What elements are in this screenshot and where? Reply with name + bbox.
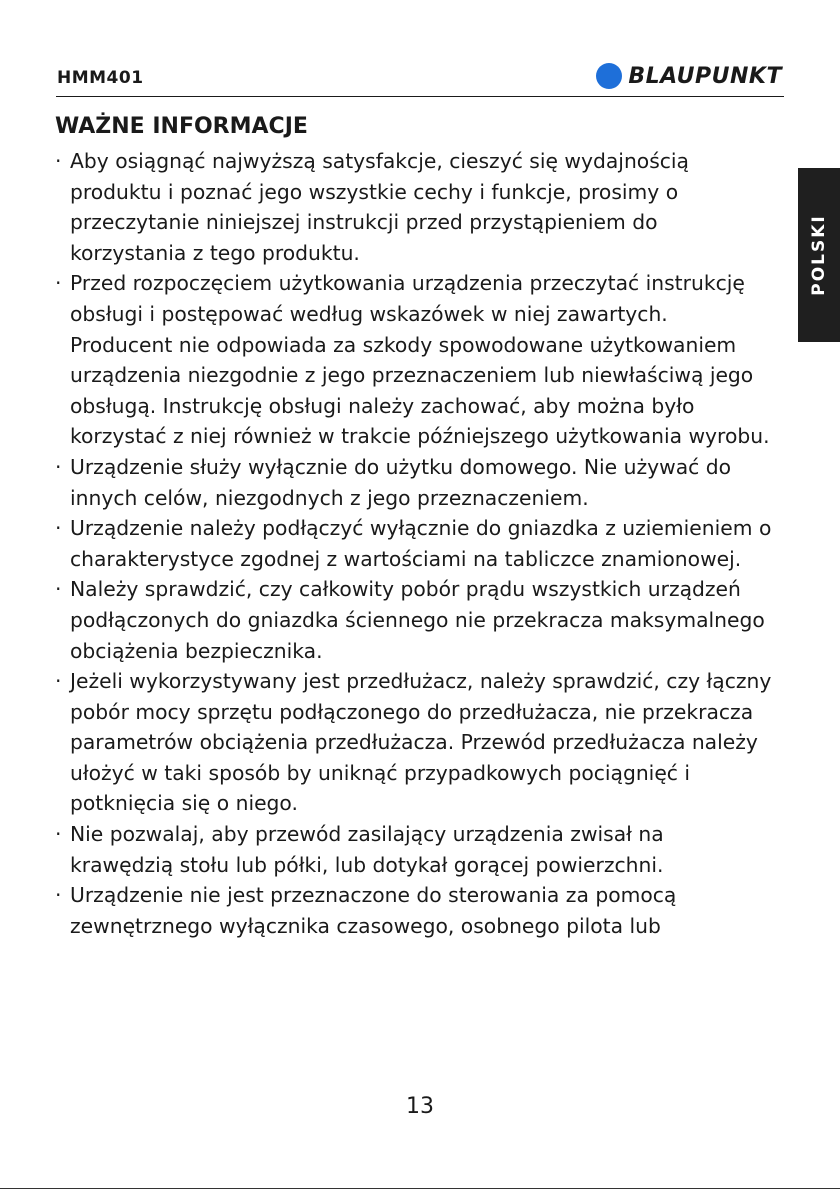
brand-name: BLAUPUNKT — [628, 63, 782, 89]
brand-logo — [596, 63, 782, 89]
list-item: · Przed rozpoczęciem użytkowania urządzenia przeczytać instrukcję obsługi i postępować według wskazówek w niej zawartych. Producent nie odpowiada za szkody spowodowane użytkowaniem urządzenia niezgodnie z jego przeznaczeniem lub niewłaściwą jego obsługą. Instrukcję obsługi należy zachować, aby można było korzystać z niej również w trakcie późniejszego użytkowania wyrobu. — [55, 268, 773, 452]
list-item: · Aby osiągnąć najwyższą satysfakcje, cieszyć się wydajnością produktu i poznać jego wszystkie cechy i funkcje, prosimy o przeczytanie niniejszej instrukcji przed przystąpieniem do korzystania z tego produktu. — [55, 146, 773, 268]
bottom-divider — [0, 1188, 840, 1189]
brand-dot-icon — [596, 63, 622, 89]
list-item: · Urządzenie nie jest przeznaczone do sterowania za pomocą zewnętrznego wyłącznika czasowego, osobnego pilota lub — [55, 880, 773, 941]
bullet-list — [55, 146, 773, 941]
section-title: WAŻNE INFORMACJE — [55, 114, 308, 139]
language-tab — [798, 168, 840, 342]
list-item: · Jeżeli wykorzystywany jest przedłużacz, należy sprawdzić, czy łączny pobór mocy sprzętu podłączonego do przedłużacza, nie przekracza parametrów obciążenia przedłużacza. Przewód przedłużacza należy ułożyć w taki sposób by uniknąć przypadkowych pociągnięć i potknięcia się o niego. — [55, 666, 773, 819]
list-item: · Nie pozwalaj, aby przewód zasilający urządzenia zwisał na krawędzią stołu lub półki, lub dotykał gorącej powierzchni. — [55, 819, 773, 880]
model-number: HMM401 — [57, 68, 144, 88]
list-item: · Urządzenie należy podłączyć wyłącznie do gniazdka z uziemieniem o charakterystyce zgodnej z wartościami na tabliczce znamionowej. — [55, 513, 773, 574]
header-divider — [56, 96, 784, 97]
list-item: · Należy sprawdzić, czy całkowity pobór prądu wszystkich urządzeń podłączonych do gniazdka ściennego nie przekracza maksymalnego obciążenia bezpiecznika. — [55, 574, 773, 666]
list-item: · Urządzenie służy wyłącznie do użytku domowego. Nie używać do innych celów, niezgodnych z jego przeznaczeniem. — [55, 452, 773, 513]
page-number: 13 — [406, 1094, 434, 1119]
language-tab-label: POLSKI — [809, 214, 829, 296]
